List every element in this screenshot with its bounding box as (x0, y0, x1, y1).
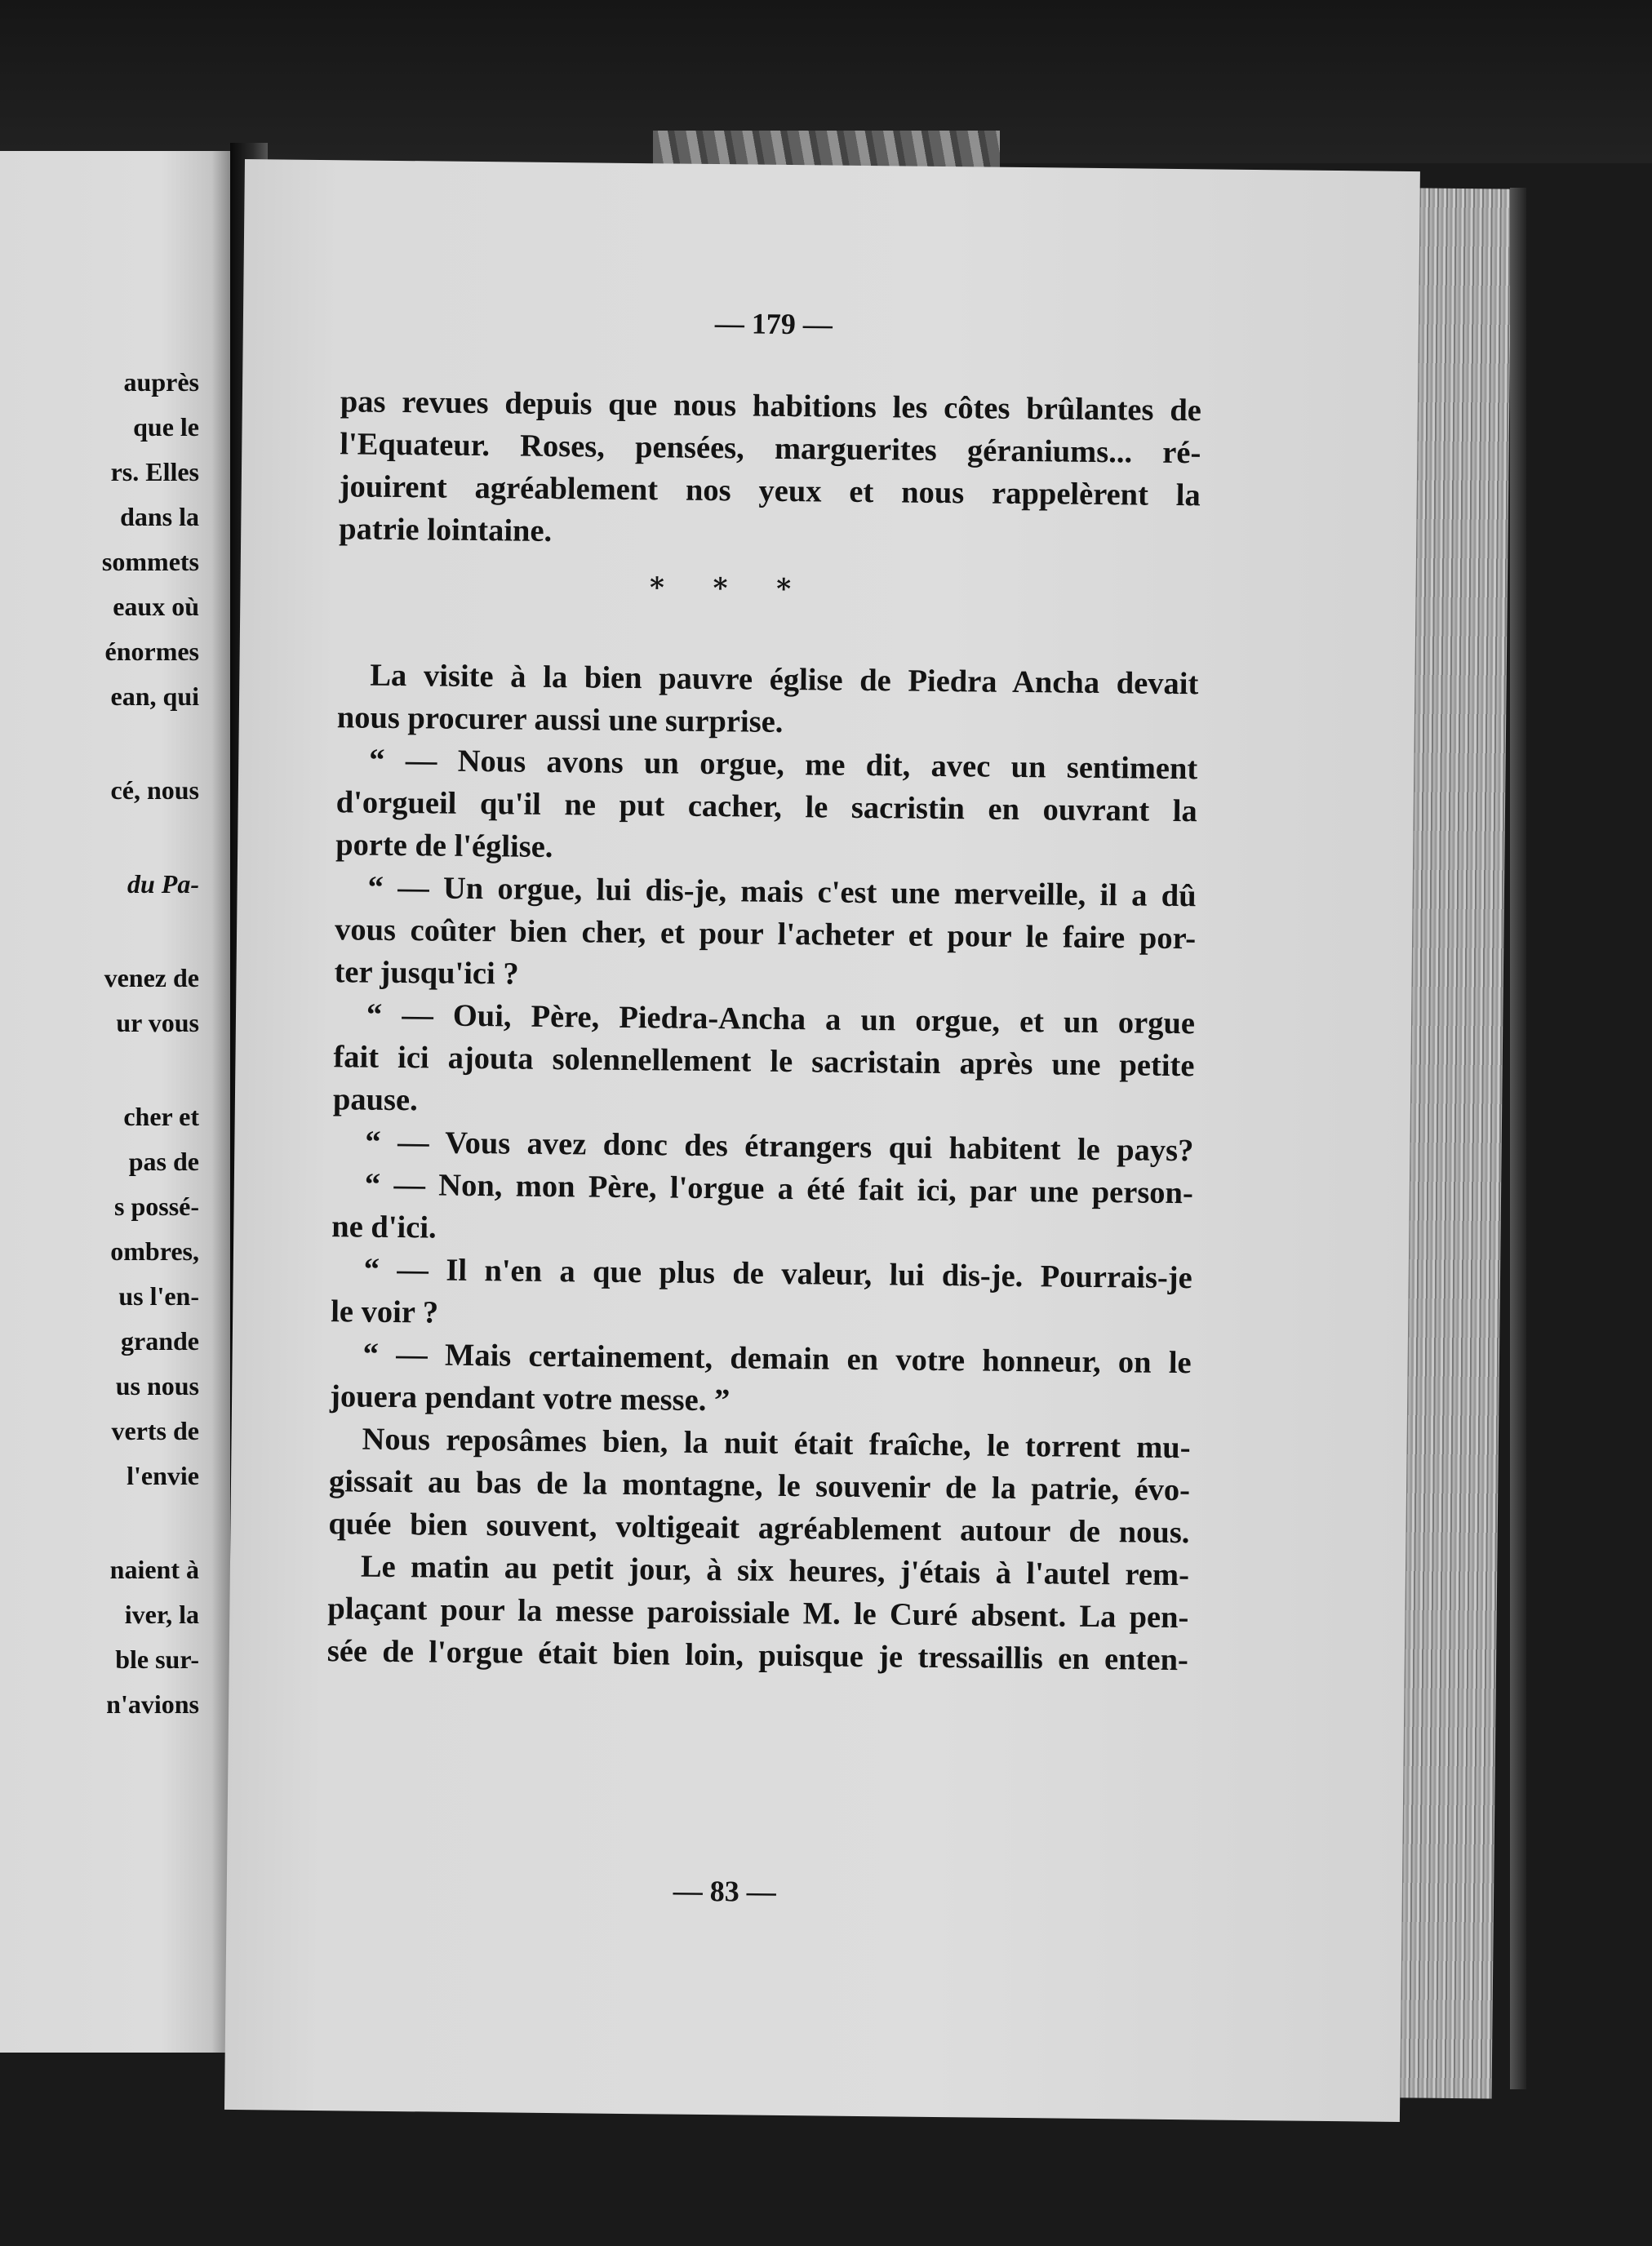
text-line: quée bien souvent, voltigeait agréablement autour de nous. (328, 1507, 1190, 1551)
left-page-line: ble sur- (115, 1645, 199, 1674)
text-line: pas revues depuis que nous habitions les côtes brûlantes de (340, 384, 1202, 428)
left-page-line: pas de (128, 1147, 199, 1176)
text-line: “ — Un orgue, lui dis-je, mais c'est une merveille, il a dû (367, 870, 1197, 914)
left-page-line: cé, nous (110, 775, 199, 805)
text-line: Le matin au petit jour, à six heures, j'étais à l'autel rem- (360, 1549, 1190, 1593)
left-page-line: ean, qui (110, 681, 199, 711)
text-line: La visite à la bien pauvre église de Piedra Ancha devait (370, 658, 1199, 702)
left-page-line: us nous (115, 1371, 199, 1400)
left-page-line: sommets (101, 547, 199, 576)
text-line: ne d'ici. (331, 1210, 437, 1245)
left-page-line: énormes (104, 637, 199, 666)
left-page-line: grande (121, 1326, 199, 1356)
left-page-line: ur vous (116, 1008, 199, 1037)
page-number-footer: — 83 — (673, 1874, 777, 1908)
left-page-line: venez de (104, 963, 199, 992)
left-page-line: naient à (109, 1555, 199, 1584)
edge-shadow (1510, 188, 1526, 2089)
left-page-line: n'avions (106, 1689, 199, 1719)
text-line: “ — Nous avons un orgue, me dit, avec un sentiment (369, 743, 1198, 787)
text-line: d'orgueil qu'il ne put cacher, le sacristin en ouvrant la (335, 785, 1197, 829)
text-line: “ — Oui, Père, Piedra-Ancha a un orgue, et un orgue (366, 997, 1196, 1041)
left-page-line: eaux où (113, 592, 199, 621)
text-line: jouirent agréablement nos yeux et nous rappelèrent la (339, 469, 1201, 513)
left-page-line: du Pa- (127, 869, 199, 899)
text-line: “ — Mais certainement, demain en votre honneur, on le (362, 1337, 1192, 1381)
text-line: gissait au bas de la montagne, le souvenir de la patrie, évo- (328, 1464, 1191, 1508)
text-line: Nous reposâmes bien, la nuit était fraîche, le torrent mu- (362, 1422, 1191, 1466)
text-line: “ — Vous avez donc des étrangers qui habitent le pays? (365, 1125, 1194, 1169)
left-page-line: rs. Elles (110, 457, 199, 486)
text-line: ter jusqu'ici ? (334, 955, 519, 992)
text-line: jouera pendant votre messe. ” (329, 1379, 731, 1418)
left-page-line: verts de (111, 1416, 199, 1445)
left-page-line: l'envie (127, 1461, 199, 1490)
right-page (224, 159, 1420, 2122)
text-line: plaçant pour la messe paroissiale M. le Curé absent. La pen- (327, 1591, 1189, 1636)
left-page-line: us l'en- (118, 1281, 199, 1311)
text-line: le voir ? (330, 1294, 439, 1330)
text-line: “ — Il n'en a que plus de valeur, lui dis-je. Pourrais-je (363, 1252, 1192, 1296)
text-line: sée de l'orgue était bien loin, puisque je tressaillis en enten- (326, 1634, 1189, 1678)
section-separator: * * * (649, 571, 811, 606)
text-line: pause. (332, 1082, 418, 1118)
left-page-line: iver, la (124, 1600, 199, 1629)
text-line: porte de l'église. (335, 828, 553, 864)
text-line: “ — Non, mon Père, l'orgue a été fait ici, par une person- (364, 1167, 1194, 1211)
left-page-line: dans la (120, 502, 199, 531)
left-page-line: cher et (123, 1102, 199, 1131)
text-line: nous procurer aussi une surprise. (336, 700, 784, 739)
page-number-header: — 179 — (714, 307, 833, 341)
left-page-line: ombres, (110, 1236, 199, 1266)
text-line: fait ici ajouta solennellement le sacristain après une petite (333, 1040, 1195, 1084)
left-page (0, 151, 230, 2053)
text-line: vous coûter bien cher, et pour l'acheter et pour le faire por- (334, 912, 1197, 957)
text-line: patrie lointaine. (339, 512, 553, 548)
text-line: l'Equateur. Roses, pensées, marguerites géraniums... ré- (340, 427, 1201, 471)
left-page-line: s possé- (113, 1192, 199, 1221)
left-page-line: que le (133, 412, 199, 442)
left-page-line: auprès (123, 367, 199, 397)
